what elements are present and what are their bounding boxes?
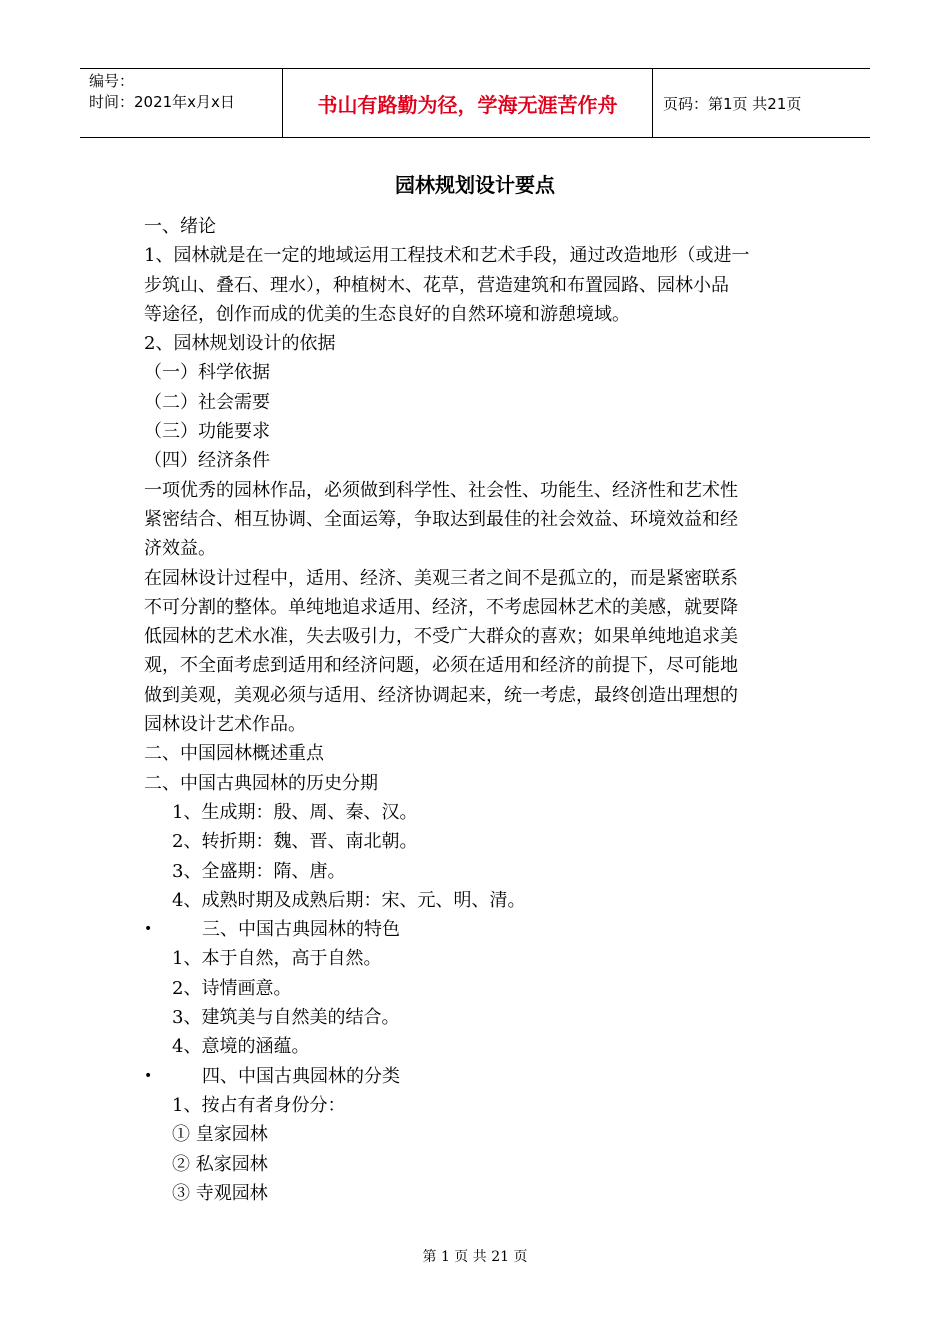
paragraph-line: 一项优秀的园林作品，必须做到科学性、社会性、功能生、经济性和艺术性 (144, 479, 738, 501)
document-title: 园林规划设计要点 (395, 173, 555, 197)
header-meta-cell (80, 69, 282, 137)
document-header (80, 68, 870, 138)
section-heading: 二、中国园林概述重点 (144, 743, 324, 765)
bullet-dot-icon: • (144, 1067, 153, 1084)
list-item: 3、全盛期：隋、唐。 (172, 860, 346, 882)
paragraph-line: 在园林设计过程中，适用、经济、美观三者之间不是孤立的，而是紧密联系 (144, 567, 738, 589)
bullet-dot-icon: • (144, 921, 153, 938)
paragraph-line: 等途径，创作而成的优美的生态良好的自然环境和游憩境域。 (144, 303, 630, 325)
bullet-heading-text: 三、中国古典园林的特色 (202, 919, 400, 941)
header-motto: 书山有路勤为径，学海无涯苦作舟 (282, 69, 653, 137)
header-time-label: 时间：2021年x月x日 (89, 93, 235, 111)
paragraph-line: 济效益。 (144, 538, 216, 560)
list-item: 4、意境的涵蕴。 (172, 1036, 310, 1058)
list-item: （二）社会需要 (144, 391, 270, 413)
list-item: （三）功能要求 (144, 421, 270, 443)
list-item: （四）经济条件 (144, 450, 270, 472)
list-item: 1、按占有者身份分： (172, 1094, 346, 1116)
page-footer: 第 1 页 共 21 页 (422, 1249, 528, 1265)
list-item: 4、成熟时期及成熟后期：宋、元、明、清。 (172, 889, 526, 911)
bullet-heading (144, 915, 794, 944)
list-item: 2、转折期：魏、晋、南北朝。 (172, 831, 418, 853)
list-item: 1、本于自然，高于自然。 (172, 948, 382, 970)
subsection-heading: 2、园林规划设计的依据 (144, 333, 336, 355)
paragraph-line: 观，不全面考虑到适用和经济问题，必须在适用和经济的前提下，尽可能地 (144, 655, 738, 677)
list-item: 2、诗情画意。 (172, 977, 292, 999)
list-item: 1、生成期：殷、周、秦、汉。 (172, 801, 418, 823)
list-item: ② 私家园林 (172, 1153, 268, 1175)
paragraph-line: 做到美观，美观必须与适用、经济协调起来，统一考虑，最终创造出理想的 (144, 684, 738, 706)
list-item: （一）科学依据 (144, 362, 270, 384)
paragraph-line: 紧密结合、相互协调、全面运筹，争取达到最佳的社会效益、环境效益和经 (144, 508, 738, 530)
document-body (144, 212, 794, 1208)
paragraph-line: 不可分割的整体。单纯地追求适用、经济，不考虑园林艺术的美感，就要降 (144, 596, 738, 618)
section-heading: 一、绪论 (144, 216, 216, 237)
list-item: ③ 寺观园林 (172, 1182, 268, 1204)
paragraph-line: 低园林的艺术水准，失去吸引力，不受广大群众的喜欢；如果单纯地追求美 (144, 626, 738, 648)
bullet-heading-text: 四、中国古典园林的分类 (202, 1065, 400, 1087)
paragraph-line: 1、园林就是在一定的地域运用工程技术和艺术手段，通过改造地形（或进一 (144, 245, 750, 267)
paragraph-line: 步筑山、叠石、理水），种植树木、花草，营造建筑和布置园路、园林小品 (144, 274, 729, 296)
bullet-heading (144, 1062, 794, 1091)
list-item: ① 皇家园林 (172, 1124, 268, 1146)
section-heading: 二、中国古典园林的历史分期 (144, 772, 378, 794)
paragraph-line: 园林设计艺术作品。 (144, 714, 306, 736)
header-page-info: 页码：第1页 共21页 (663, 94, 802, 113)
header-number-label: 编号： (89, 72, 135, 90)
list-item: 3、建筑美与自然美的结合。 (172, 1007, 400, 1029)
